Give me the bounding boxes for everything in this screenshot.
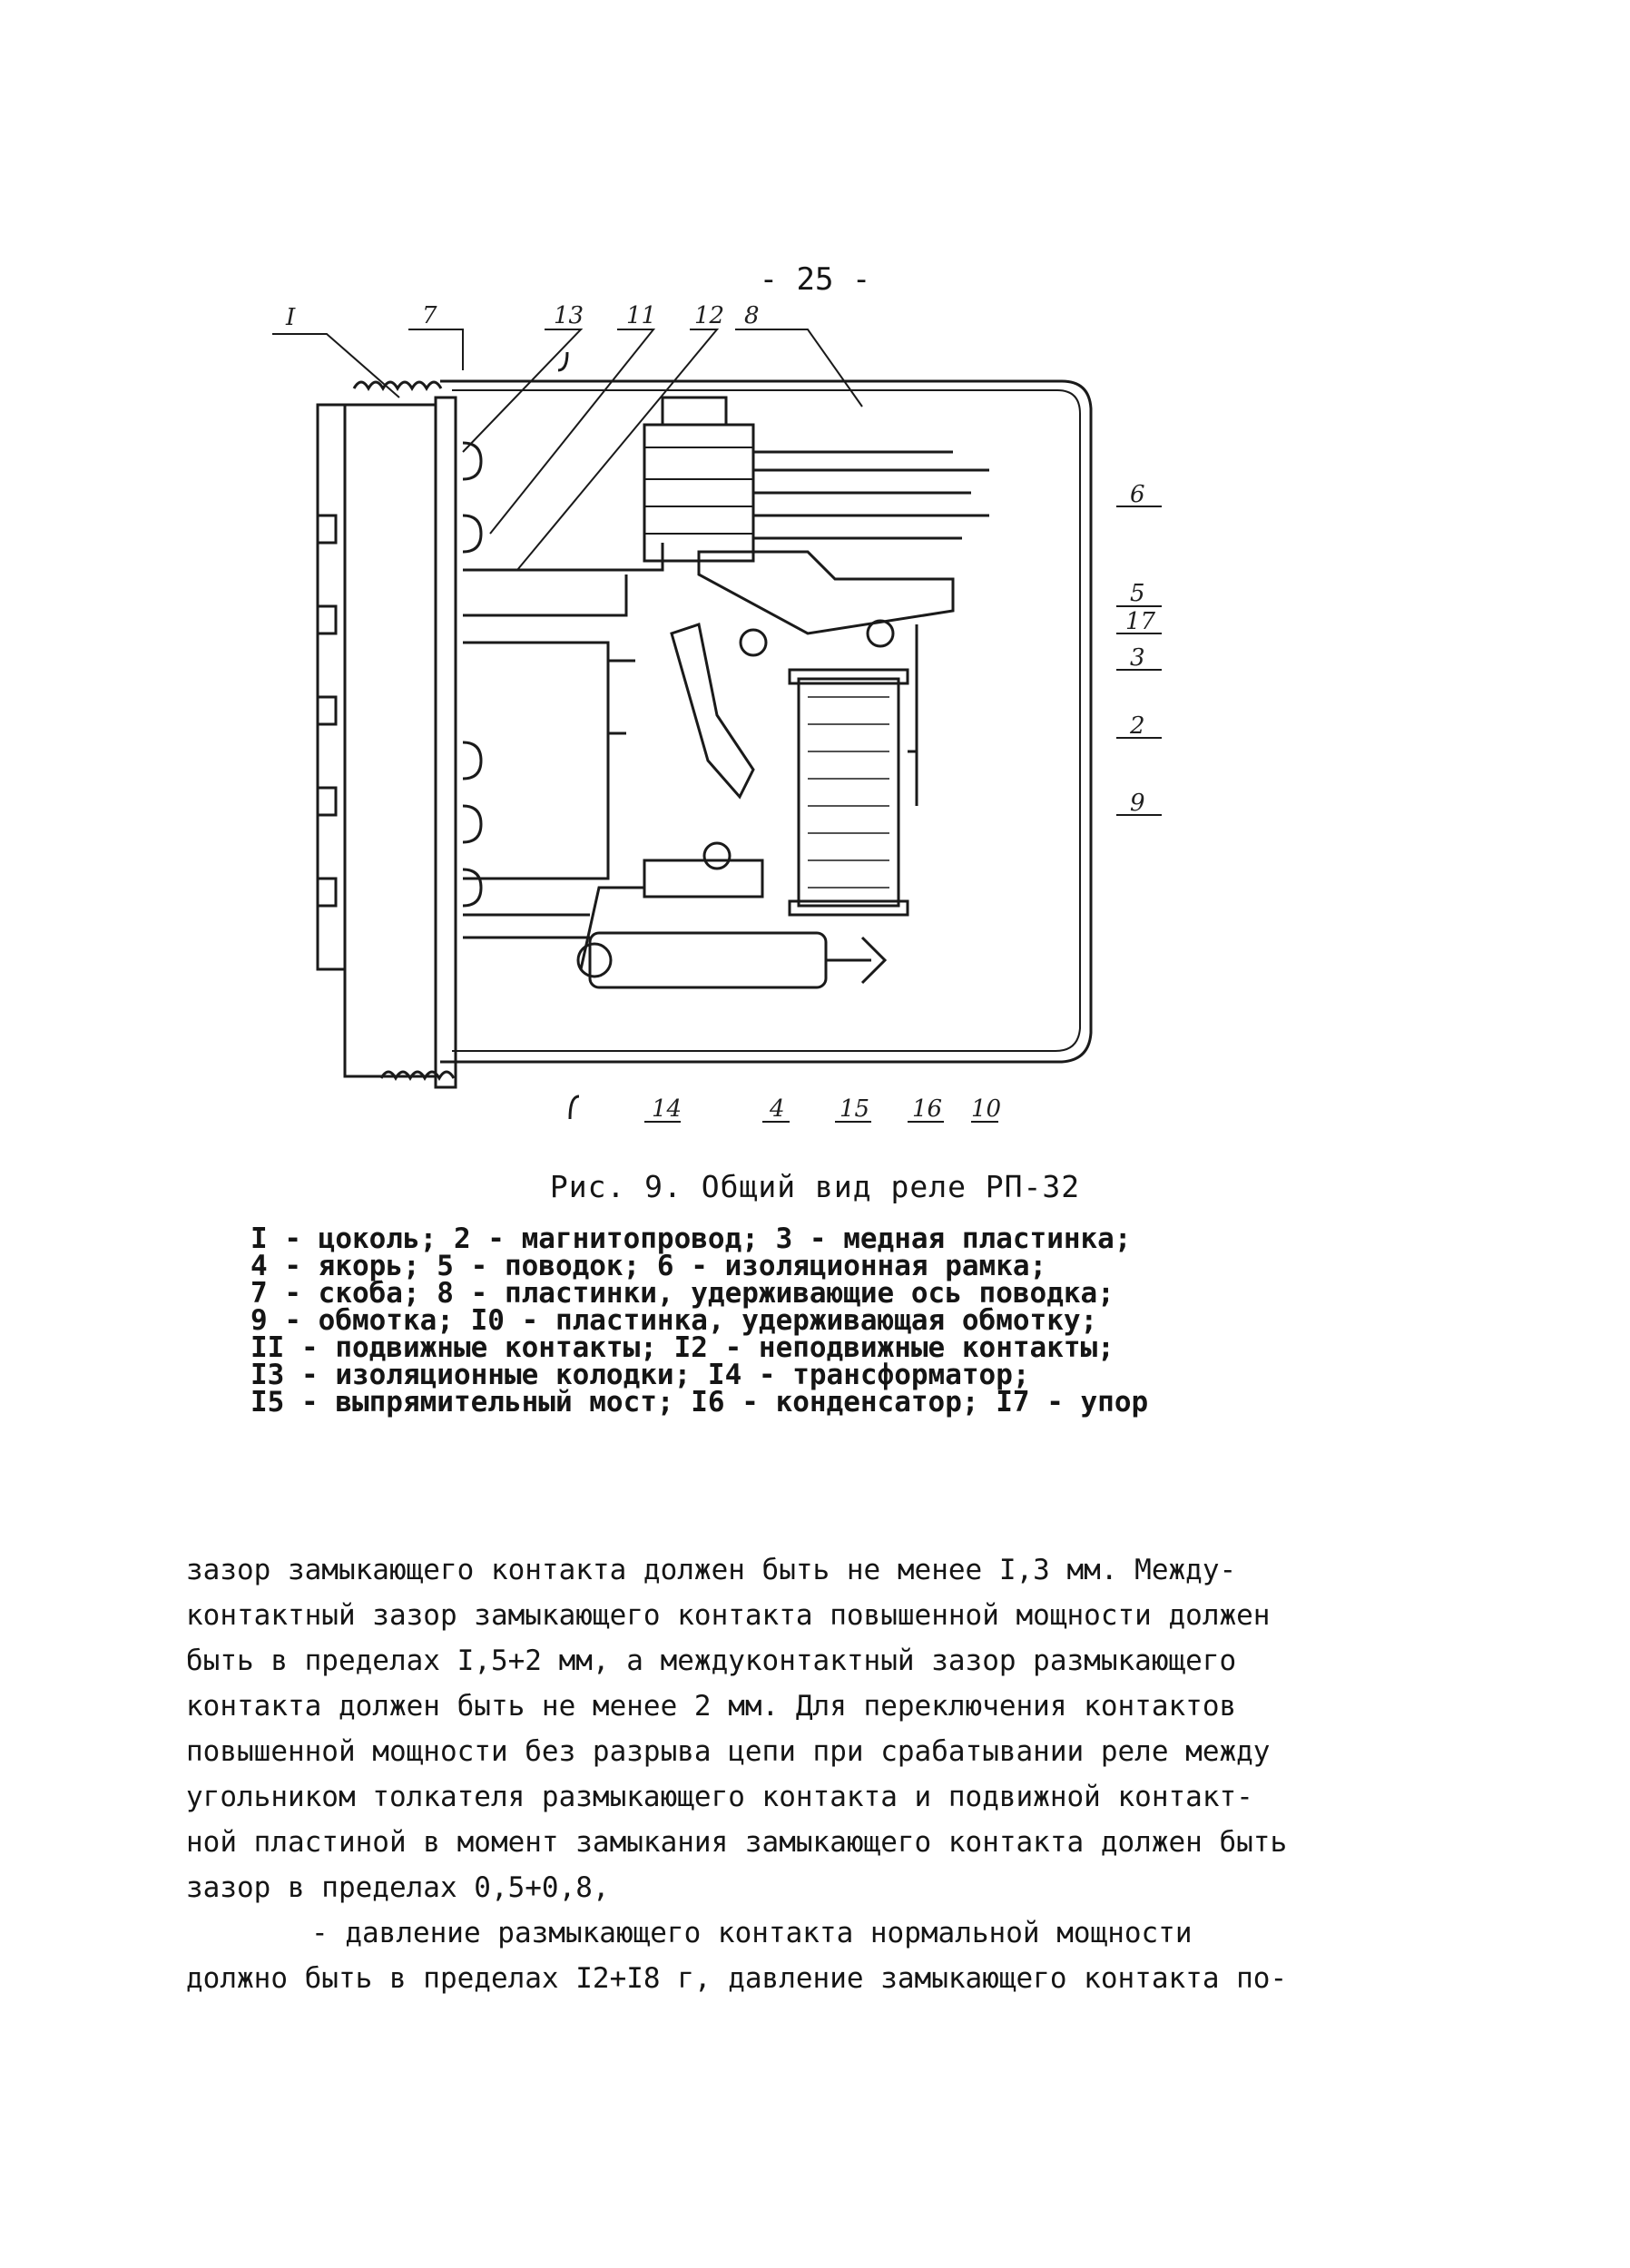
page-number: - 25 - — [759, 261, 871, 298]
callout-right-9: 9 — [1130, 790, 1145, 817]
callout-bottom-14: 14 — [652, 1095, 682, 1123]
body-line: повышенной мощности без разрыва цепи при срабатывании реле между — [186, 1735, 1271, 1768]
callout-top-1: I — [286, 304, 296, 331]
body-line: угольником толкателя размыкающего контакта и подвижной контакт- — [186, 1781, 1253, 1813]
legend-line: 9 - обмотка; I0 - пластинка, удерживающая обмотку; — [250, 1304, 1098, 1337]
body-line: контакта должен быть не менее 2 мм. Для переключения контактов — [186, 1690, 1237, 1723]
body-line: быть в пределах I,5+2 мм, а междуконтактный зазор размыкающего — [186, 1645, 1237, 1677]
callout-top-13: 13 — [554, 302, 584, 329]
body-line: зазор в пределах 0,5+0,8, — [186, 1871, 610, 1904]
body-line: должно быть в пределах I2+I8 г, давление замыкающего контакта по- — [186, 1962, 1288, 1995]
body-line: - давление размыкающего контакта нормальной мощности — [311, 1917, 1193, 1949]
body-line: зазор замыкающего контакта должен быть не менее I,3 мм. Между- — [186, 1554, 1237, 1586]
body-line: ной пластиной в момент замыкания замыкающего контакта должен быть — [186, 1826, 1288, 1859]
legend-line: I5 - выпрямительный мост; I6 - конденсатор; I7 - упор — [250, 1386, 1149, 1419]
callout-bottom-16: 16 — [912, 1095, 943, 1123]
callout-right-6: 6 — [1130, 481, 1145, 508]
rectifier — [644, 860, 762, 897]
relay-drawing — [245, 302, 1189, 1124]
callout-right-3: 3 — [1130, 644, 1145, 672]
callout-top-12: 12 — [694, 302, 725, 329]
callout-top-7: 7 — [422, 302, 437, 329]
figure-caption: Рис. 9. Общий вид реле РП-32 — [549, 1169, 1081, 1204]
body-text — [186, 1547, 1457, 2001]
legend-line: I3 - изоляционные колодки; I4 - трансформатор; — [250, 1359, 1030, 1391]
casing-outline — [440, 381, 1091, 1062]
body-line: контактный зазор замыкающего контакта повышенной мощности должен — [186, 1599, 1271, 1632]
legend-line: I - цоколь; 2 - магнитопровод; 3 - медная пластинка; — [250, 1222, 1132, 1255]
base-block — [345, 405, 436, 1076]
callout-bottom-4: 4 — [770, 1095, 785, 1123]
callout-top-11: 11 — [626, 302, 657, 329]
capacitor — [590, 933, 826, 987]
figure-legend — [250, 1222, 1521, 1419]
legend-line: 7 - скоба; 8 - пластинки, удерживающие ось поводка; — [250, 1277, 1114, 1310]
callout-bottom-10: 10 — [971, 1095, 1002, 1123]
coil — [799, 679, 898, 906]
armature — [672, 624, 753, 797]
callout-right-2: 2 — [1130, 712, 1145, 740]
callout-right-17: 17 — [1125, 608, 1156, 635]
top-spring — [354, 382, 441, 388]
callout-right-5: 5 — [1130, 580, 1145, 607]
callout-top-8: 8 — [744, 302, 760, 329]
contact-block — [644, 425, 753, 561]
callout-bottom-15: 15 — [840, 1095, 870, 1123]
legend-line: 4 - якорь; 5 - поводок; 6 - изоляционная рамка; — [250, 1250, 1047, 1282]
legend-line: II - подвижные контакты; I2 - неподвижные контакты; — [250, 1331, 1114, 1364]
